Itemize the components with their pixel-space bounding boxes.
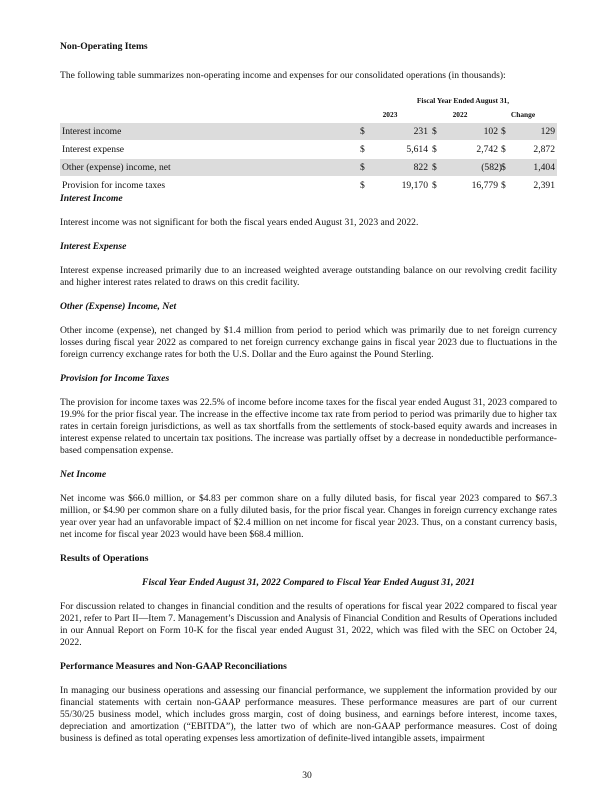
value-change: 2,391	[533, 180, 555, 191]
non-operating-intro: The following table summarizes non-operating income and expenses for our consolidated operations (in thousands):	[60, 70, 506, 81]
section-heading-performance: Performance Measures and Non-GAAP Reconciliations	[60, 661, 287, 672]
row-label: Other (expense) income, net	[62, 162, 171, 173]
section-heading-non-operating: Non-Operating Items	[60, 41, 148, 52]
page-number: 30	[302, 770, 312, 781]
column-header-2022: 2022	[452, 110, 468, 119]
row-label: Provision for income taxes	[62, 180, 166, 191]
value-2023: 822	[413, 162, 428, 173]
net-income-body: Net income was $66.0 million, or $4.83 per common share on a fully diluted basis, for fiscal year 2023 compared to $67.3 million, or $4.90 per common share on a fully diluted basis, for the prior fiscal year. Changes in foreign currency exchange rates year over year had an unfavorable impact of $2.4 million on net income for fiscal year 2023. Thus, on a constant currency basis, net income for fiscal year 2023 would have been $68.4 million.	[60, 493, 557, 540]
row-label: Interest expense	[62, 144, 125, 155]
section-heading-net-income: Net Income	[60, 469, 107, 480]
value-2022: 2,742	[476, 144, 498, 155]
value-2022: 16,779	[471, 180, 498, 191]
section-heading-provision-taxes: Provision for Income Taxes	[60, 373, 170, 384]
currency-symbol: $	[501, 144, 506, 155]
row-label: Interest income	[62, 126, 122, 137]
currency-symbol: $	[501, 180, 506, 191]
value-2023: 231	[413, 126, 428, 137]
currency-symbol: $	[432, 162, 437, 173]
column-header-change: Change	[510, 110, 536, 119]
currency-symbol: $	[360, 144, 365, 155]
table-row	[60, 141, 557, 158]
currency-symbol: $	[501, 126, 506, 137]
currency-symbol: $	[432, 144, 437, 155]
section-heading-interest-income: Interest Income	[60, 193, 123, 204]
table-row	[60, 177, 557, 194]
value-change: 1,404	[533, 162, 555, 173]
currency-symbol: $	[360, 162, 365, 173]
value-2023: 5,614	[406, 144, 428, 155]
value-2022: (582)	[481, 162, 502, 173]
results-subheading: Fiscal Year Ended August 31, 2022 Compared to Fiscal Year Ended August 31, 2021	[142, 577, 475, 588]
section-heading-other-income: Other (Expense) Income, Net	[60, 301, 177, 312]
value-change: 2,872	[533, 144, 555, 155]
interest-income-body: Interest income was not significant for both the fiscal years ended August 31, 2023 and 2022.	[60, 217, 419, 228]
table-row	[60, 123, 557, 140]
currency-symbol: $	[501, 162, 506, 173]
column-header-2023: 2023	[382, 110, 398, 119]
section-heading-results: Results of Operations	[60, 553, 149, 564]
provision-taxes-body: The provision for income taxes was 22.5% of income before income taxes for the fiscal year ended August 31, 2023 compared to 19.9% for the prior fiscal year. The increase in the effective income tax rate from period to period was primarily due to higher tax rates in certain foreign jurisdictions, as well as tax shortfalls from the settlements of stock-based equity awards and increases in interest expense related to uncertain tax positions. The increase was partially offset by a decrease in nondeductible performance-based compensation expense.	[60, 397, 558, 456]
performance-body: In managing our business operations and assessing our financial performance, we supplement the information provided by our financial statements with certain non-GAAP performance measures. These performance measures are part of our current 55/30/25 business model, which includes gross margin, cost of doing business, and earnings before interest, income taxes, depreciation and amortization (“EBITDA”), the latter two of which are non-GAAP performance measures. Cost of doing business is defined as total operating expenses less amortization of definite-lived intangible assets, impairment	[60, 685, 557, 744]
currency-symbol: $	[360, 180, 365, 191]
value-2023: 19,170	[401, 180, 428, 191]
currency-symbol: $	[432, 126, 437, 137]
currency-symbol: $	[432, 180, 437, 191]
table-caption: Fiscal Year Ended August 31,	[416, 96, 510, 105]
value-change: 129	[540, 126, 555, 137]
results-body: For discussion related to changes in financial condition and the results of operations for fiscal year 2022 compared to fiscal year 2021, refer to Part II—Item 7. Management’s Discussion and Analysis of Financial Condition and Results of Operations included in our Annual Report on Form 10-K for the fiscal year ended August 31, 2022, which was filed with the SEC on October 24, 2022.	[60, 601, 557, 648]
value-2022: 102	[483, 126, 498, 137]
table-row	[60, 159, 557, 176]
interest-expense-body: Interest expense increased primarily due to an increased weighted average outstanding balance on our revolving credit facility and higher interest rates related to draws on this credit facility.	[60, 265, 557, 288]
currency-symbol: $	[360, 126, 365, 137]
section-heading-interest-expense: Interest Expense	[60, 241, 127, 252]
other-income-body: Other income (expense), net changed by $1.4 million from period to period which was primarily due to net foreign currency losses during fiscal year 2022 as compared to net foreign currency exchange gains in fiscal year 2023 due to fluctuations in the foreign currency exchange rates for both the U.S. Dollar and the Euro against the Pound Sterling.	[60, 325, 557, 360]
